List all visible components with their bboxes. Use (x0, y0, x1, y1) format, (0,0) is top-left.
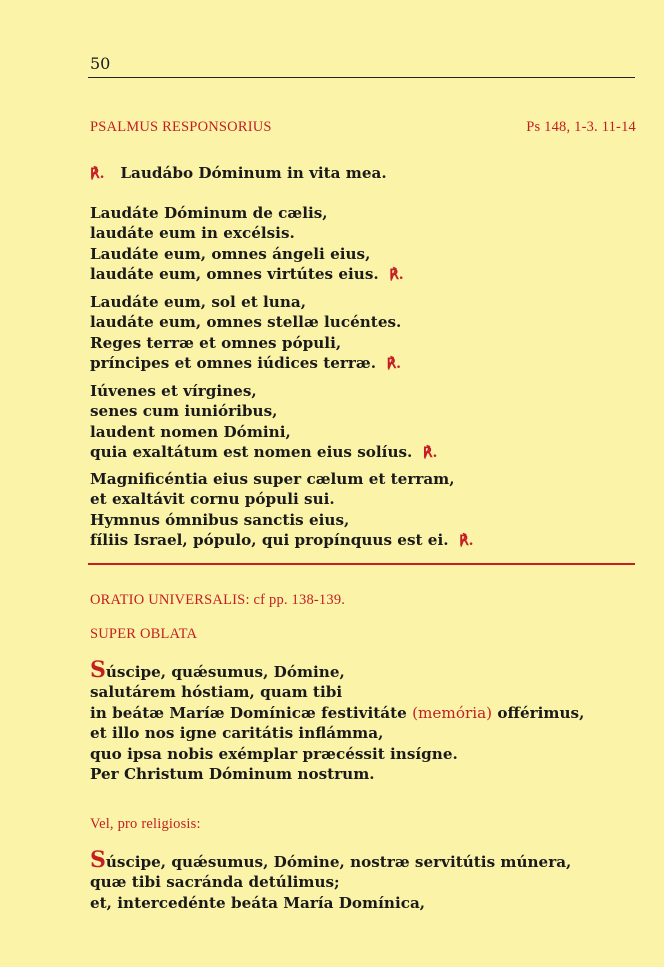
verse-line: senes cum iunióribus, (90, 402, 278, 421)
prayer-line: et illo nos igne caritátis inflámma, (90, 724, 384, 743)
super-oblata-prayer (90, 657, 585, 784)
prayer-line: Per Christum Dóminum nostrum. (90, 765, 375, 784)
psalm-reference: Ps 148, 1-3. 11-14 (526, 119, 636, 135)
psalm-title: PSALMUS RESPONSORIUS (90, 119, 272, 135)
psalm-stanza (90, 292, 401, 375)
prayer-line: quo ipsa nobis exémplar præcéssit insígne. (90, 744, 458, 763)
super-oblata-heading: SUPER OBLATA (90, 626, 198, 642)
response-symbol: ℟. (389, 267, 404, 284)
psalm-stanza (90, 381, 437, 464)
verse-line: Magnificéntia eius super cælum et terram, (90, 470, 455, 488)
page-number: 50 (90, 54, 111, 73)
verse-line: laudáte eum, omnes stellæ lucéntes. (90, 313, 402, 332)
verse-line: Reges terræ et omnes pópuli, (90, 333, 342, 352)
vel-prayer (90, 847, 572, 913)
verse-line: Laudáte eum, omnes ángeli eius, (90, 244, 371, 263)
verse-line: Hymnus ómnibus sanctis eius, (90, 510, 350, 529)
prayer-line: Súscipe, quǽsumus, Dómine, (90, 657, 345, 683)
verse-line: Laudáte eum, sol et luna, (90, 293, 307, 311)
verse-line: laudáte eum in excélsis. (90, 224, 295, 243)
verse-line: et exaltávit cornu pópuli sui. (90, 490, 335, 509)
verse-line: Laudáte Dóminum de cælis, (90, 204, 328, 222)
prayer-line: salutárem hóstiam, quam tibi (90, 683, 343, 702)
prayer-line: et, intercedénte beáta María Domínica, (90, 893, 426, 912)
verse-line: laudáte eum, omnes virtútes eius. ℟. (90, 265, 404, 284)
verse-line: fíliis Israel, pópulo, qui propínquus est ei. ℟. (90, 531, 474, 550)
section-divider (88, 563, 635, 565)
response-symbol: ℟. (386, 356, 402, 373)
prayer-line: Súscipe, quǽsumus, Dómine, nostræ servitútis múnera, (90, 847, 572, 873)
response-symbol: ℟. (422, 445, 438, 462)
verse-line: laudent nomen Dómini, (90, 422, 291, 441)
psalm-stanza (90, 469, 474, 552)
verse-line: quia exaltátum est nomen eius solíus. ℟. (90, 443, 438, 462)
oratio-universalis-heading: ORATIO UNIVERSALIS: cf pp. 138-139. (90, 592, 346, 608)
response-symbol: ℟. (459, 533, 474, 550)
drop-cap: S (90, 657, 106, 683)
psalm-response-text: Laudábo Dóminum in vita mea. (120, 164, 387, 182)
prayer-line: quæ tibi sacránda detúlimus; (90, 873, 340, 892)
drop-cap: S (90, 847, 106, 873)
vel-pro-religiosis-label: Vel, pro religiosis: (90, 816, 201, 832)
response-symbol: ℟. (90, 166, 105, 182)
verse-line: príncipes et omnes iúdices terræ. ℟. (90, 354, 402, 373)
verse-line: Iúvenes et vírgines, (90, 382, 257, 400)
psalm-stanza (90, 203, 404, 286)
memoria-note: (memória) (412, 703, 493, 722)
psalm-response-line (90, 163, 387, 184)
prayer-line: in beátæ Maríæ Domínicæ festivitáte (memória) offérimus, (90, 703, 585, 722)
header-rule (88, 77, 635, 78)
